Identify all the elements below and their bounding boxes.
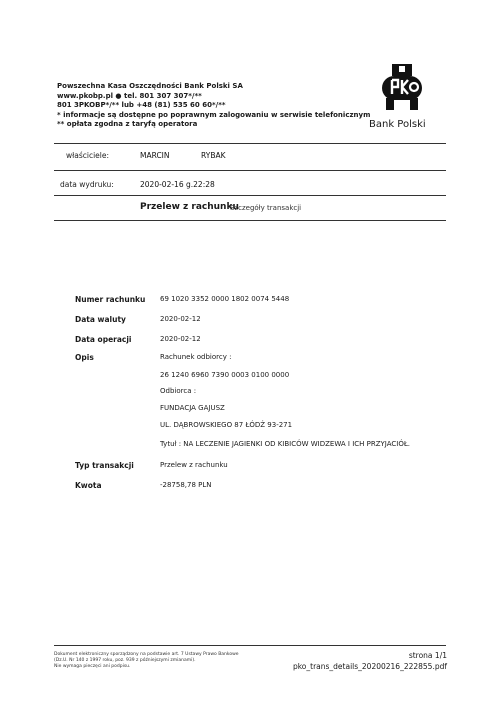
legal-note-line: Nie wymaga pieczęci ani podpisu. — [54, 664, 131, 669]
print-date-value: 2020-02-16 — [140, 180, 184, 189]
divider — [54, 170, 446, 171]
value-date-label: Data waluty — [75, 315, 126, 324]
value-date: 2020-02-12 — [160, 315, 201, 323]
page-number: strona 1/1 — [408, 651, 447, 660]
description-label: Opis — [75, 353, 94, 362]
legal-note-line: (Dz.U. Nr 140 z 1997 roku, poz. 939 z późniejszymi zmianami). — [54, 658, 196, 663]
amount-label: Kwota — [75, 481, 102, 490]
bank-info-line: 801 3PKOBP*/** lub +48 (81) 535 60 60*/** — [57, 101, 226, 110]
pko-logo-icon — [378, 62, 426, 112]
divider — [54, 143, 446, 144]
print-date-label: data wydruku: — [60, 180, 114, 189]
bank-info-line: www.pkobp.pl ● tel. 801 307 307*/** — [57, 91, 202, 100]
transaction-type-label: Typ transakcji — [75, 461, 134, 470]
transaction-type: Przelew z rachunku — [160, 461, 228, 469]
divider — [54, 220, 446, 221]
description-line: FUNDACJA GAJUSZ — [160, 404, 225, 412]
owner-label: właściciele: — [66, 151, 110, 160]
section-subtitle: Szczegóły transakcji — [230, 204, 302, 212]
legal-note-line: Dokument elektroniczny sporządzony na podstawie art. 7 Ustawy Prawo Bankowe — [54, 652, 239, 657]
description-line: 26 1240 6960 7390 0003 0100 0000 — [160, 371, 290, 379]
description-line: UL. DĄBROWSKIEGO 87 ŁÓDŹ 93-271 — [160, 421, 293, 429]
file-name: pko_trans_details_20200216_222855.pdf — [292, 662, 447, 671]
bank-info-line: * informacje są dostępne po poprawnym zalogowaniu w serwisie telefonicznym — [57, 110, 371, 119]
account-value: 69 1020 3352 0000 1802 0074 5448 — [160, 295, 290, 303]
description-line: Tytuł : NA LECZENIE JAGIENKI OD KIBICÓW WIDZEWA I ICH PRZYJACIÓŁ. — [160, 440, 411, 448]
description-line: Odbiorca : — [160, 387, 197, 395]
divider — [54, 195, 446, 196]
print-time-value: g.22:28 — [186, 180, 215, 189]
amount-value: -28758,78 PLN — [160, 481, 212, 489]
divider — [54, 645, 446, 646]
bank-info — [57, 82, 370, 130]
legal-note — [54, 652, 239, 670]
account-label: Numer rachunku — [75, 295, 146, 304]
owner-first-name: MARCIN — [140, 151, 170, 160]
operation-date-label: Data operacji — [75, 335, 132, 344]
bank-info-line: ** opłata zgodna z taryfą operatora — [57, 120, 198, 129]
description-line: Rachunek odbiorcy : — [160, 353, 232, 361]
section-title: Przelew z rachunku — [140, 202, 239, 212]
operation-date: 2020-02-12 — [160, 335, 201, 343]
bank-info-line: Powszechna Kasa Oszczędności Bank Polski SA — [57, 82, 243, 90]
owner-last-name: RYBAK — [201, 151, 226, 160]
bank-name: Bank Polski — [369, 119, 426, 130]
